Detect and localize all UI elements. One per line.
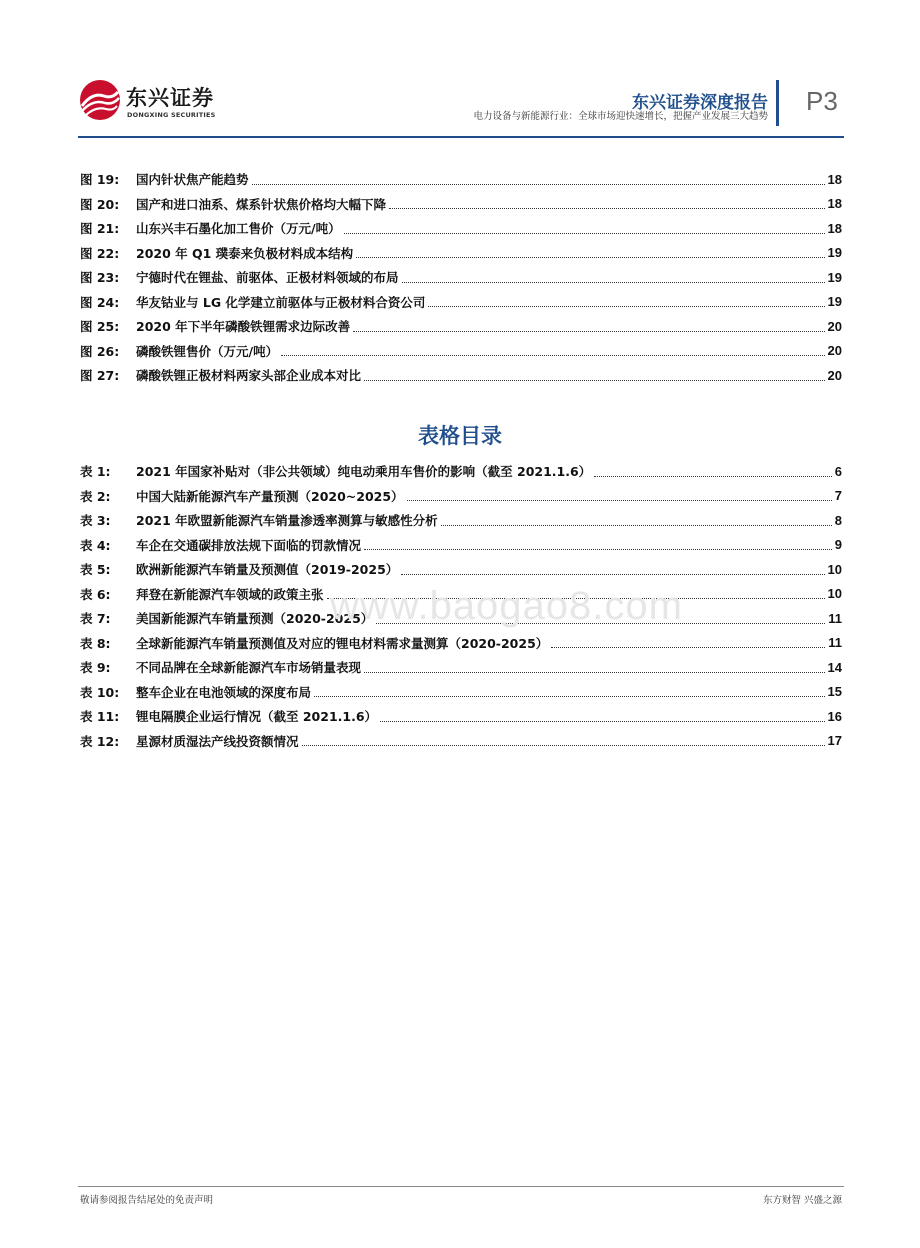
figure-toc-row[interactable] bbox=[80, 265, 842, 290]
toc-entry-title[interactable]: 车企在交通碳排放法规下面临的罚款情况 bbox=[136, 537, 362, 553]
toc-entry-number: 表 1: bbox=[80, 464, 111, 480]
toc-entry-page[interactable]: 19 bbox=[827, 294, 842, 310]
toc-entry-title[interactable]: 2021 年国家补贴对（非公共领域）纯电动乘用车售价的影响（截至 2021.1.6） bbox=[136, 464, 592, 480]
toc-entry-number: 图 27: bbox=[80, 368, 120, 384]
toc-entry-page[interactable]: 10 bbox=[827, 586, 842, 602]
toc-leader-dots bbox=[407, 500, 832, 501]
table-toc-row[interactable] bbox=[80, 484, 842, 509]
figure-toc-row[interactable] bbox=[80, 192, 842, 217]
table-toc-row[interactable] bbox=[80, 655, 842, 680]
table-toc-row[interactable] bbox=[80, 459, 842, 484]
toc-entry-title[interactable]: 2020 年 Q1 璞泰来负极材料成本结构 bbox=[136, 245, 354, 261]
toc-entry-title[interactable]: 星源材质湿法产线投资额情况 bbox=[136, 733, 299, 749]
toc-entry-page[interactable]: 19 bbox=[827, 269, 842, 285]
toc-entry-number: 表 2: bbox=[80, 488, 111, 504]
figure-toc-row[interactable] bbox=[80, 290, 842, 315]
toc-leader-dots bbox=[594, 476, 832, 477]
toc-leader-dots bbox=[551, 647, 825, 648]
table-toc-row[interactable] bbox=[80, 533, 842, 558]
toc-entry-number: 表 7: bbox=[80, 611, 111, 627]
toc-entry-number: 表 6: bbox=[80, 586, 111, 602]
toc-entry-page[interactable]: 8 bbox=[834, 512, 842, 528]
report-subtitle: 电力设备与新能源行业：全球市场迎快速增长，把握产业发展三大趋势 bbox=[473, 111, 768, 122]
toc-leader-dots bbox=[441, 525, 832, 526]
toc-entry-page[interactable]: 11 bbox=[828, 610, 842, 626]
toc-entry-page[interactable]: 11 bbox=[828, 635, 842, 651]
toc-entry-page[interactable]: 18 bbox=[827, 220, 842, 236]
toc-entry-title[interactable]: 拜登在新能源汽车领域的政策主张 bbox=[136, 586, 324, 602]
toc-leader-dots bbox=[344, 233, 825, 234]
toc-entry-title[interactable]: 华友钴业与 LG 化学建立前驱体与正极材料合资公司 bbox=[136, 294, 426, 310]
toc-entry-page[interactable]: 20 bbox=[827, 367, 842, 383]
figure-list bbox=[80, 167, 842, 388]
toc-leader-dots bbox=[353, 331, 824, 332]
footer-disclaimer: 敬请参阅报告结尾处的免责声明 bbox=[80, 1195, 214, 1206]
logo-chinese-name: 东兴证券 bbox=[126, 86, 214, 110]
table-toc-row[interactable] bbox=[80, 508, 842, 533]
company-logo bbox=[78, 78, 238, 126]
toc-entry-page[interactable]: 18 bbox=[827, 171, 842, 187]
toc-entry-number: 图 21: bbox=[80, 221, 120, 237]
toc-entry-number: 表 11: bbox=[80, 709, 120, 725]
toc-entry-page[interactable]: 17 bbox=[827, 733, 842, 749]
toc-entry-title[interactable]: 磷酸铁锂售价（万元/吨） bbox=[136, 343, 279, 359]
table-toc-row[interactable] bbox=[80, 557, 842, 582]
report-title: 东兴证券深度报告 bbox=[632, 93, 768, 113]
toc-entry-page[interactable]: 7 bbox=[834, 488, 842, 504]
toc-entry-title[interactable]: 2020 年下半年磷酸铁锂需求边际改善 bbox=[136, 319, 351, 335]
toc-leader-dots bbox=[314, 696, 825, 697]
header-rule bbox=[78, 136, 844, 138]
toc-entry-number: 图 23: bbox=[80, 270, 120, 286]
toc-entry-number: 表 12: bbox=[80, 733, 120, 749]
figure-toc-row[interactable] bbox=[80, 167, 842, 192]
table-toc-row[interactable] bbox=[80, 631, 842, 656]
toc-entry-title[interactable]: 国内针状焦产能趋势 bbox=[136, 172, 249, 188]
figure-toc-row[interactable] bbox=[80, 339, 842, 364]
toc-entry-title[interactable]: 不同品牌在全球新能源汽车市场销量表现 bbox=[136, 660, 362, 676]
watermark: www.baogao8.com bbox=[330, 584, 683, 628]
toc-entry-number: 表 4: bbox=[80, 537, 111, 553]
table-toc-row[interactable] bbox=[80, 680, 842, 705]
toc-entry-title[interactable]: 中国大陆新能源汽车产量预测（2020~2025） bbox=[136, 488, 404, 504]
logo-english-name: DONGXING SECURITIES bbox=[127, 111, 216, 119]
toc-leader-dots bbox=[364, 549, 832, 550]
figure-toc-row[interactable] bbox=[80, 314, 842, 339]
dongxing-logo-icon bbox=[78, 78, 122, 122]
table-toc-row[interactable] bbox=[80, 729, 842, 754]
toc-leader-dots bbox=[364, 380, 825, 381]
page-header bbox=[0, 0, 920, 140]
toc-entry-page[interactable]: 9 bbox=[834, 537, 842, 553]
toc-entry-page[interactable]: 20 bbox=[827, 343, 842, 359]
toc-entry-number: 图 24: bbox=[80, 294, 120, 310]
toc-leader-dots bbox=[281, 355, 824, 356]
toc-entry-title[interactable]: 宁德时代在锂盐、前驱体、正极材料领域的布局 bbox=[136, 270, 399, 286]
toc-leader-dots bbox=[389, 208, 825, 209]
toc-entry-number: 图 20: bbox=[80, 196, 120, 212]
toc-entry-title[interactable]: 欧洲新能源汽车销量及预测值（2019-2025） bbox=[136, 562, 399, 578]
toc-entry-title[interactable]: 美国新能源汽车销量预测（2020-2025） bbox=[136, 611, 374, 627]
toc-entry-page[interactable]: 14 bbox=[827, 659, 842, 675]
footer-slogan: 东方财智 兴盛之源 bbox=[762, 1195, 842, 1206]
toc-leader-dots bbox=[252, 184, 825, 185]
toc-entry-number: 图 25: bbox=[80, 319, 120, 335]
table-toc-row[interactable] bbox=[80, 704, 842, 729]
figure-toc-row[interactable] bbox=[80, 241, 842, 266]
toc-entry-title[interactable]: 磷酸铁锂正极材料两家头部企业成本对比 bbox=[136, 368, 362, 384]
toc-entry-title[interactable]: 国产和进口油系、煤系针状焦价格均大幅下降 bbox=[136, 196, 387, 212]
toc-entry-page[interactable]: 19 bbox=[827, 245, 842, 261]
toc-entry-title[interactable]: 2021 年欧盟新能源汽车销量渗透率测算与敏感性分析 bbox=[136, 513, 438, 529]
header-divider bbox=[776, 80, 779, 126]
tables-section-title: 表格目录 bbox=[418, 424, 502, 448]
toc-entry-page[interactable]: 6 bbox=[834, 463, 842, 479]
toc-entry-number: 表 10: bbox=[80, 684, 120, 700]
toc-leader-dots bbox=[356, 257, 824, 258]
toc-entry-number: 图 19: bbox=[80, 172, 120, 188]
toc-leader-dots bbox=[380, 721, 824, 722]
footer-rule bbox=[78, 1186, 844, 1187]
toc-entry-number: 表 5: bbox=[80, 562, 111, 578]
toc-entry-number: 表 9: bbox=[80, 660, 111, 676]
page-number: P3 bbox=[806, 86, 838, 116]
toc-entry-title[interactable]: 山东兴丰石墨化加工售价（万元/吨） bbox=[136, 221, 341, 237]
toc-entry-page[interactable]: 15 bbox=[827, 684, 842, 700]
toc-entry-number: 图 22: bbox=[80, 245, 120, 261]
toc-entry-number: 表 3: bbox=[80, 513, 111, 529]
toc-entry-number: 表 8: bbox=[80, 635, 111, 651]
toc-leader-dots bbox=[364, 672, 825, 673]
toc-entry-page[interactable]: 20 bbox=[827, 318, 842, 334]
toc-leader-dots bbox=[401, 574, 824, 575]
toc-leader-dots bbox=[302, 745, 825, 746]
toc-entry-page[interactable]: 18 bbox=[827, 196, 842, 212]
figure-toc-row[interactable] bbox=[80, 216, 842, 241]
toc-entry-page[interactable]: 16 bbox=[827, 708, 842, 724]
toc-entry-number: 图 26: bbox=[80, 343, 120, 359]
toc-leader-dots bbox=[428, 306, 824, 307]
toc-leader-dots bbox=[402, 282, 825, 283]
figure-toc-row[interactable] bbox=[80, 363, 842, 388]
toc-entry-page[interactable]: 10 bbox=[827, 561, 842, 577]
toc-entry-title[interactable]: 全球新能源汽车销量预测值及对应的锂电材料需求量测算（2020-2025） bbox=[136, 635, 549, 651]
toc-entry-title[interactable]: 锂电隔膜企业运行情况（截至 2021.1.6） bbox=[136, 709, 378, 725]
toc-entry-title[interactable]: 整车企业在电池领域的深度布局 bbox=[136, 684, 312, 700]
